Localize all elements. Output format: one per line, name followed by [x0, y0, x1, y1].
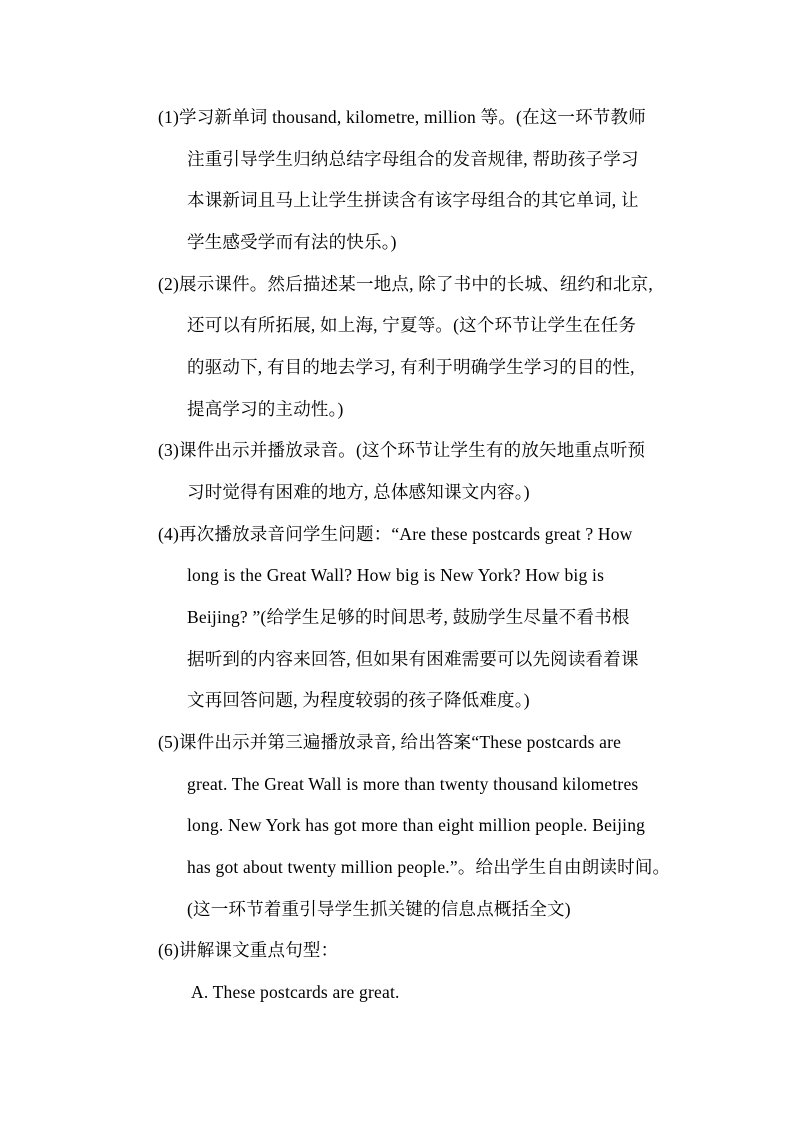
text-line: 本课新词且马上让学生拼读含有该字母组合的其它单词, 让	[187, 190, 639, 210]
text-line: 提高学习的主动性。)	[187, 399, 344, 419]
text-line: (6)讲解课文重点句型：	[158, 940, 339, 960]
text-line: 的驱动下, 有目的地去学习, 有利于明确学生学习的目的性,	[187, 357, 635, 377]
text-line: (4)再次播放录音问学生问题：“Are these postcards great ? How	[158, 524, 633, 544]
text-line: 习时觉得有困难的地方, 总体感知课文内容。)	[187, 482, 530, 502]
text-line: Beijing? ”(给学生足够的时间思考, 鼓励学生尽量不看书根	[187, 607, 630, 627]
text-line: great. The Great Wall is more than twenty thousand kilometres	[187, 774, 639, 794]
text-line: (1)学习新单词 thousand, kilometre, million 等。(在这一环节教师	[158, 107, 646, 127]
text-line: 文再回答问题, 为程度较弱的孩子降低难度。)	[187, 690, 530, 710]
text-line: long is the Great Wall? How big is New York? How big is	[187, 565, 605, 585]
text-line: 注重引导学生归纳总结字母组合的发音规律, 帮助孩子学习	[187, 149, 639, 169]
text-line: 学生感受学而有法的快乐。)	[187, 232, 397, 252]
text-line: (2)展示课件。然后描述某一地点, 除了书中的长城、纽约和北京,	[158, 274, 653, 294]
text-line: A. These postcards are great.	[191, 982, 400, 1002]
text-line: 据听到的内容来回答, 但如果有困难需要可以先阅读看着课	[187, 649, 639, 669]
text-line: (5)课件出示并第三遍播放录音, 给出答案“These postcards are	[158, 732, 622, 752]
text-line: long. New York has got more than eight million people. Beijing	[187, 815, 646, 835]
text-line: (这一环节着重引导学生抓关键的信息点概括全文)	[187, 899, 571, 919]
text-line: 还可以有所拓展, 如上海, 宁夏等。(这个环节让学生在任务	[187, 315, 637, 335]
text-line: has got about twenty million people.”。给出学生自由朗读时间。	[187, 857, 671, 877]
text-line: (3)课件出示并播放录音。(这个环节让学生有的放矢地重点听预	[158, 440, 646, 460]
